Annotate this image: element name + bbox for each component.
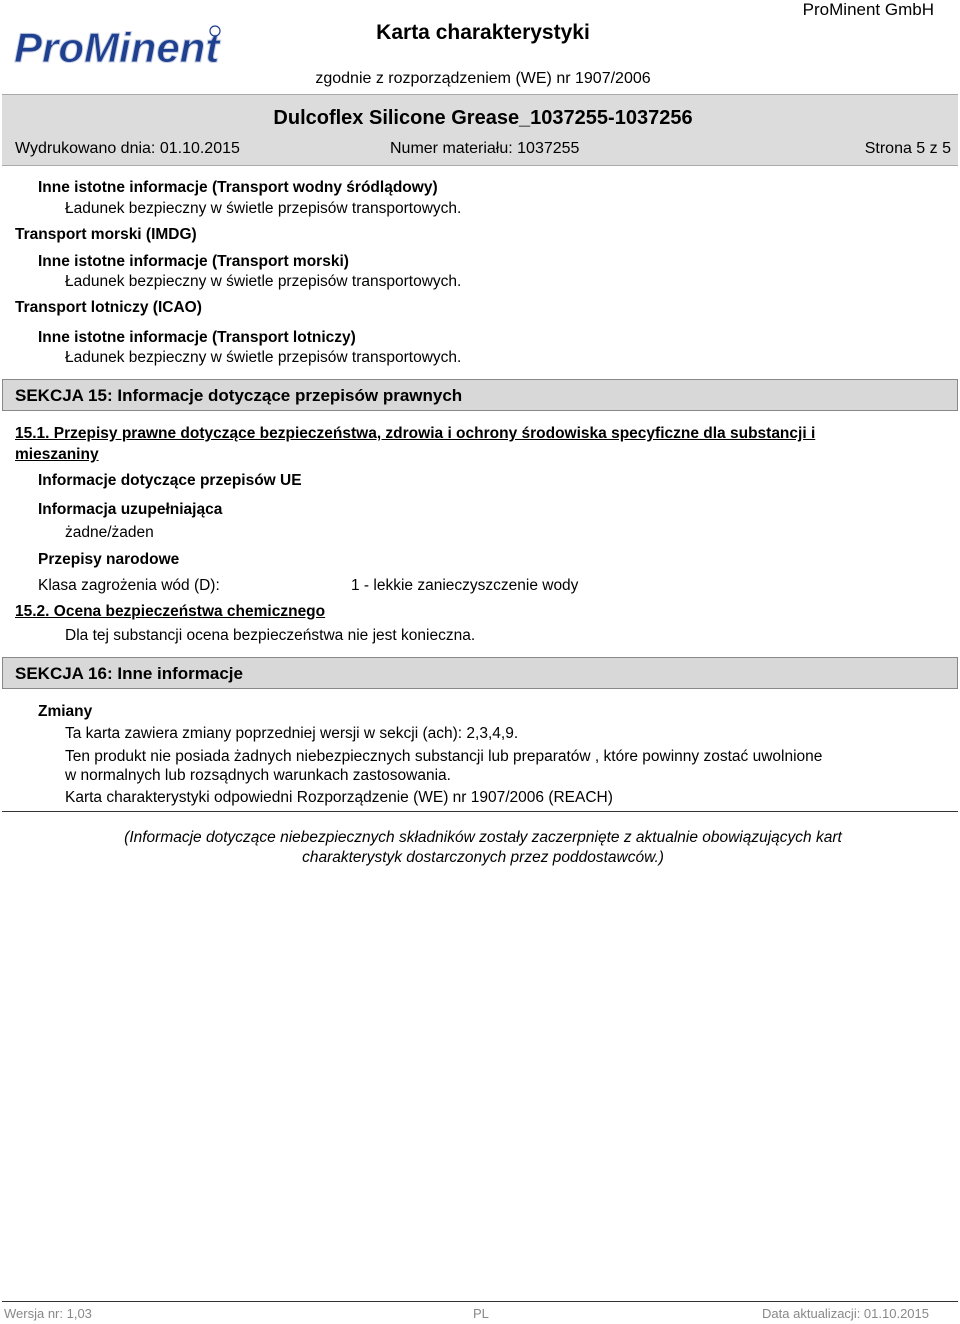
svg-text:ProMinent: ProMinent (14, 24, 220, 70)
sea-text: Ładunek bezpieczny w świetle przepisów transportowych. (65, 273, 462, 290)
update-date: Data aktualizacji: 01.10.2015 (762, 1306, 929, 1321)
supplementary-text: żadne/żaden (65, 524, 154, 541)
changes-line4: Karta charakterystyki odpowiedni Rozporządzenie (WE) nr 1907/2006 (REACH) (65, 789, 613, 806)
changes-line1: Ta karta zawiera zmiany poprzedniej wersji w sekcji (ach): 2,3,4,9. (65, 725, 519, 742)
section15-title: SEKCJA 15: Informacje dotyczące przepisów prawnych (15, 386, 463, 405)
material-number: Numer materiału: 1037255 (390, 140, 580, 157)
regulation-text: zgodnie z rozporządzeniem (WE) nr 1907/2006 (315, 70, 651, 87)
sea-heading: Inne istotne informacje (Transport morski) (38, 253, 349, 270)
product-name: Dulcoflex Silicone Grease_1037255-1037256 (273, 107, 693, 129)
company-name: ProMinent GmbH (802, 0, 934, 19)
inland-text: Ładunek bezpieczny w świetle przepisów transportowych. (65, 200, 462, 217)
changes-heading: Zmiany (38, 703, 93, 720)
air-text: Ładunek bezpieczny w świetle przepisów transportowych. (65, 349, 462, 366)
subsection-15-2-text: Dla tej substancji ocena bezpieczeństwa nie jest konieczna. (65, 627, 476, 644)
source-note-line2: charakterystyk dostarczonych przez poddostawców.) (302, 849, 664, 866)
divider-line (2, 811, 958, 812)
air-heading: Inne istotne informacje (Transport lotniczy) (38, 329, 356, 346)
section16-title: SEKCJA 16: Inne informacje (15, 664, 243, 683)
version-number: Wersja nr: 1,03 (4, 1306, 92, 1321)
subsection-15-2: 15.2. Ocena bezpieczeństwa chemicznego (15, 603, 326, 620)
inland-heading: Inne istotne informacje (Transport wodny śródlądowy) (38, 179, 438, 196)
air-transport-title: Transport lotniczy (ICAO) (15, 299, 202, 316)
changes-line2: Ten produkt nie posiada żadnych niebezpiecznych substancji lub preparatów , które powinny zostać uwolnione (65, 748, 823, 765)
water-hazard-label: Klasa zagrożenia wód (D): (38, 577, 220, 594)
supplementary-heading: Informacja uzupełniająca (38, 501, 223, 518)
language-code: PL (473, 1306, 489, 1321)
water-hazard-value: 1 - lekkie zanieczyszczenie wody (351, 577, 579, 594)
national-heading: Przepisy narodowe (38, 551, 180, 568)
footer-divider (2, 1301, 958, 1302)
print-date: Wydrukowano dnia: 01.10.2015 (15, 140, 240, 157)
eu-regulations-heading: Informacje dotyczące przepisów UE (38, 472, 302, 489)
sea-transport-title: Transport morski (IMDG) (15, 226, 197, 243)
document-title: Karta charakterystyki (376, 21, 590, 44)
changes-line3: w normalnych lub rozsądnych warunkach zastosowania. (65, 767, 451, 784)
subsection-15-1-line2: mieszaniny (15, 446, 99, 463)
subsection-15-1-line1: 15.1. Przepisy prawne dotyczące bezpieczeństwa, zdrowia i ochrony środowiska specyficzne dla substancji i (15, 425, 816, 442)
source-note-line1: (Informacje dotyczące niebezpiecznych składników zostały zaczerpnięte z aktualnie obowiązujących kart (124, 829, 842, 846)
page-number: Strona 5 z 5 (864, 140, 951, 157)
